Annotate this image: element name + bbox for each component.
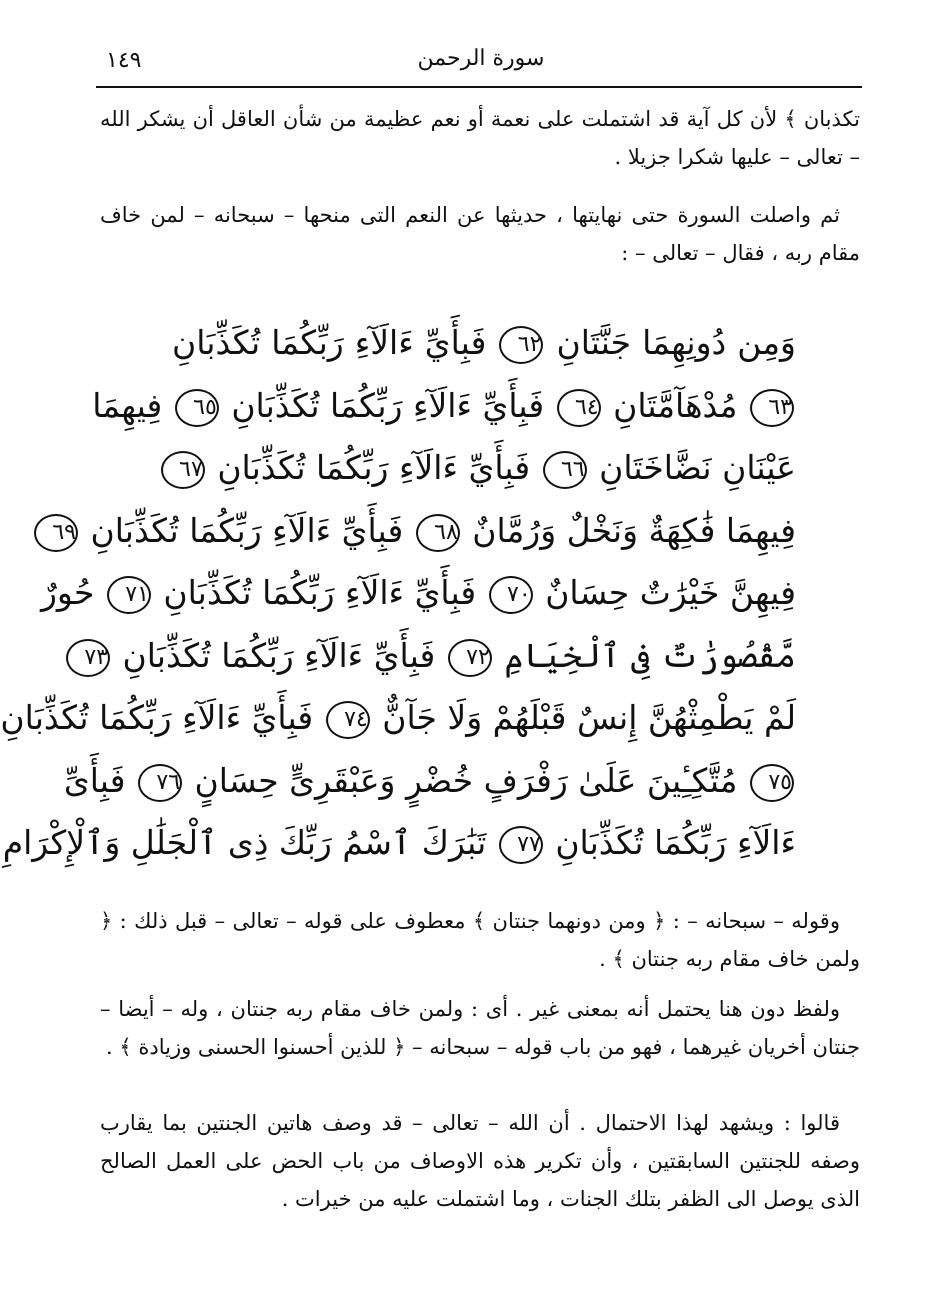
verse-number-marker: ٧٠ [489,576,533,614]
verse-number-marker: ٦٢ [499,326,543,364]
verse-number-marker: ٧٥ [750,764,794,802]
page-header [100,40,862,84]
verse-line-2 [92,375,796,438]
verse-number-marker: ٦٦ [543,451,587,489]
verse-text: فَبِأَيِّ ءَالَآءِ رَبِّكُمَا تُكَذِّبَانِ [122,635,436,675]
verse-number-marker: ٦٥ [175,389,219,427]
verse-text: مَّقْصُورَٰتٌ فِى ٱلْخِيَامِ [504,635,796,675]
verse-text: فَبِأَيِّ ءَالَآءِ رَبِّكُمَا تُكَذِّبَانِ [0,698,314,737]
verse-text: فِيهِنَّ خَيْرَٰتٌ حِسَانٌ [545,573,796,612]
commentary-paragraph-3: وقوله – سبحانه – : ﴿ ومن دونهما جنتان ﴾ معطوف على قوله – تعالى – قبل ذلك : ﴿ ولمن خاف مقام ربه جنتان ﴾ . [100,909,860,971]
verse-text: لَمْ يَطْمِثْهُنَّ إِنسٌ قَبْلَهُمْ وَلَا جَآنٌّ [382,698,796,737]
verse-text: فَبِأَيِّ ءَالَآءِ رَبِّكُمَا تُكَذِّبَانِ [90,510,404,550]
verse-text: فَبِأَيِّ ءَالَآءِ رَبِّكُمَا تُكَذِّبَانِ [172,323,487,362]
verse-text: فِيهِمَا فَٰكِهَةٌ وَنَخْلٌ وَرُمَّانٌ [472,510,796,550]
verse-number-marker: ٦٣ [750,389,794,427]
page-number: ١٤٩ [106,48,142,73]
verse-text: حُورٌ [41,573,95,612]
verse-number-marker: ٧٧ [499,826,543,864]
verse-number-marker: ٧٢ [448,639,492,677]
verse-number-marker: ٦٧ [161,451,205,489]
verse-text: فَبِأَىِّ [63,760,126,800]
verse-line-5 [41,562,796,625]
verse-line-7 [0,687,796,750]
verse-text: مُدْهَآمَّتَانِ [613,385,738,425]
verse-text: فَبِأَيِّ ءَالَآءِ رَبِّكُمَا تُكَذِّبَانِ [217,448,531,487]
verse-line-8 [63,750,796,813]
verse-number-marker: ٧٤ [326,701,370,739]
verse-text: ءَالَآءِ رَبِّكُمَا تُكَذِّبَانِ [555,823,796,862]
verse-number-marker: ٧٦ [138,764,182,802]
verse-text: وَمِن دُونِهِمَا جَنَّتَانِ [556,323,796,362]
verse-text: فَبِأَيِّ ءَالَآءِ رَبِّكُمَا تُكَذِّبَانِ [163,573,477,612]
commentary-paragraph-1: تكذبان ﴾ لأن كل آية قد اشتملت على نعمة أو نعم عظيمة من شأن العاقل أن يشكر الله – تعالى – عليها شكرا جزيلا . [100,107,860,169]
verse-line-4 [52,500,796,563]
verse-number-marker: ٦٨ [416,514,460,552]
header-rule [96,86,862,88]
commentary-paragraph-4: ولفظ دون هنا يحتمل أنه بمعنى غير . أى : ولمن خاف مقام ربه جنتان ، وله – أيضا – جنتان أخريان غيرهما ، فهو من باب قوله – سبحانه – ﴿ للذين أحسنوا الحسنى وزيادة ﴾ . [100,997,860,1059]
running-title: سورة الرحمن [417,46,545,71]
commentary-paragraph-5: قالوا : ويشهد لهذا الاحتمال . أن الله – تعالى – قد وصف هاتين الجنتين بما يقارب وصفه للجنتين السابقتين ، وأن تكرير هذه الاوصاف من باب الحض على العمل الصالح الذى يوصل الى الظفر بتلك الجنات ، وما اشتملت عليه من خيرات . [100,1111,860,1211]
commentary-paragraph-2: ثم واصلت السورة حتى نهايتها ، حديثها عن النعم التى منحها – سبحانه – لمن خاف مقام ربه ، فقال – تعالى – : [100,203,860,265]
verse-text: تَبَٰرَكَ ٱسْمُ رَبِّكَ ذِى ٱلْجَلَٰلِ وَٱلْإِكْرَامِ [2,823,487,862]
verse-number-marker: ٦٩ [34,514,78,552]
verse-line-9 [2,812,796,875]
verse-line-1 [172,312,796,375]
verse-line-3 [172,437,796,500]
verse-text: مُتَّكِـِٔينَ عَلَىٰ رَفْرَفٍ خُضْرٍ وَعَبْقَرِىٍّ حِسَانٍ [194,760,738,800]
verse-number-marker: ٧٣ [66,639,110,677]
verse-text: فَبِأَيِّ ءَالَآءِ رَبِّكُمَا تُكَذِّبَانِ [231,385,545,425]
verse-text: فِيهِمَا [92,385,163,425]
verse-text: عَيْنَانِ نَضَّاخَتَانِ [599,448,796,487]
verse-number-marker: ٧١ [107,576,151,614]
verse-number-marker: ٦٤ [557,389,601,427]
quran-verses-block [0,312,796,875]
verse-line-6 [84,625,796,688]
